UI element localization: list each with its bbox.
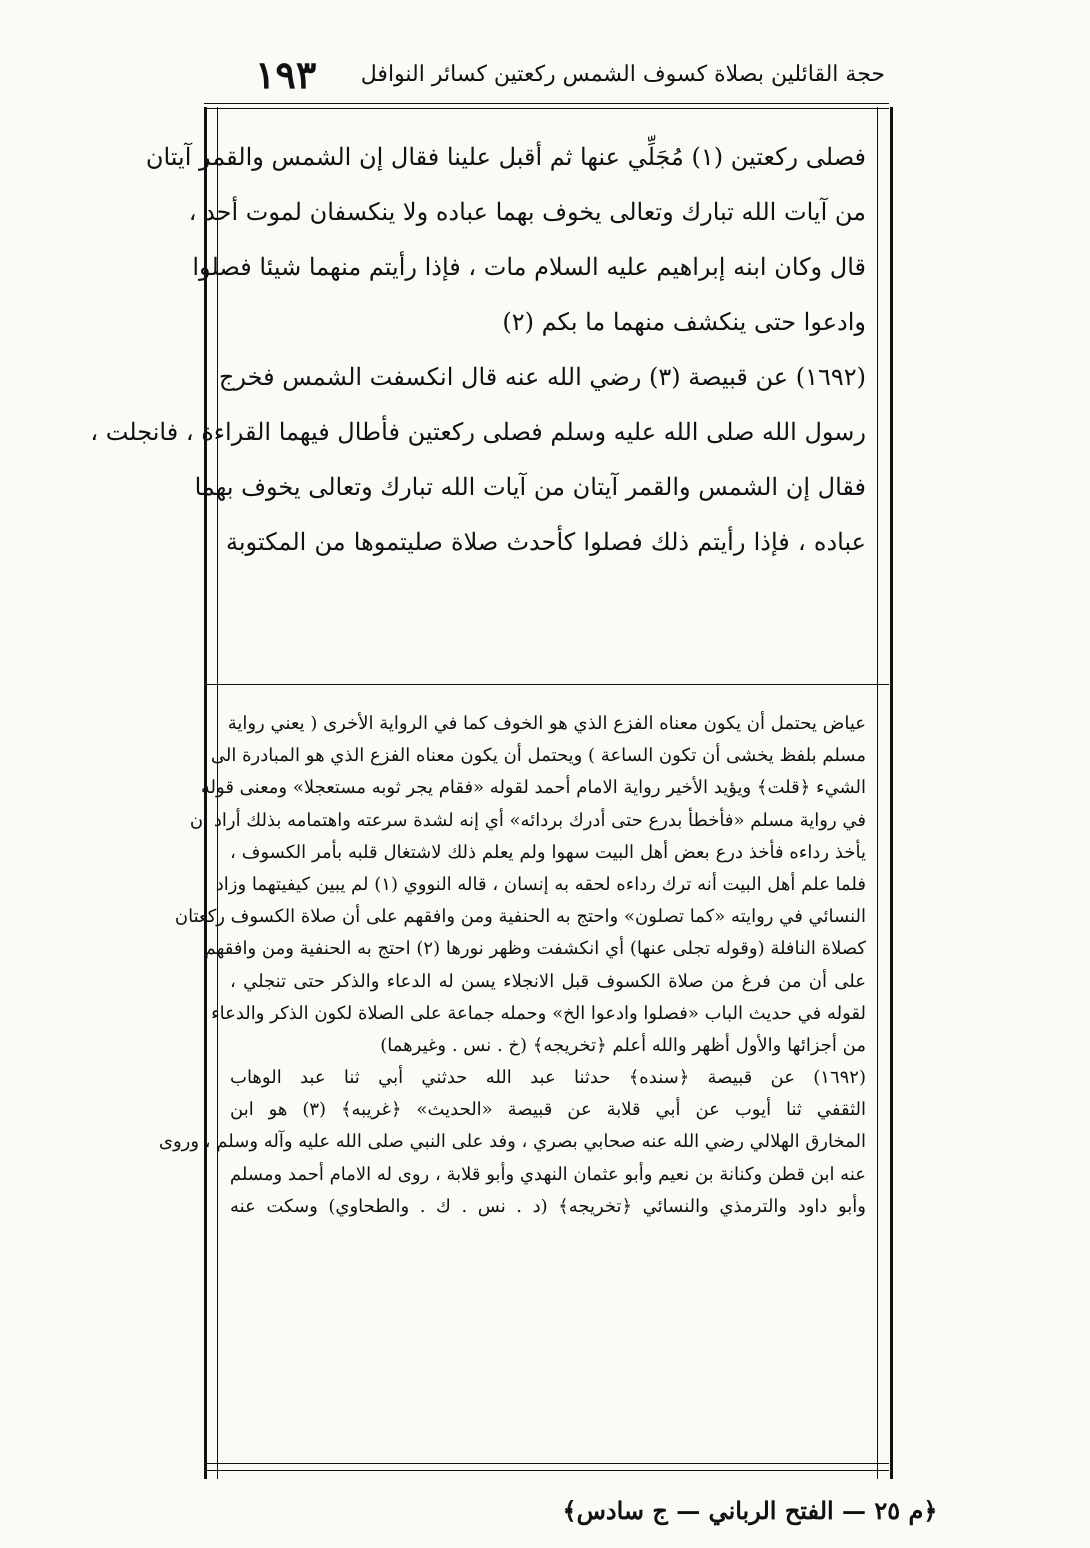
text-line: من آيات الله تبارك وتعالى يخوف بهما عباده ولا ينكسفان لموت أحد ،: [188, 198, 866, 226]
text-line: رسول الله صلى الله عليه وسلم فصلى ركعتين فأطال فيهما القراءة ، فانجلت ،: [90, 418, 866, 446]
signature-line: ﴿م ٢٥ — الفتح الرباني — ج سادس﴾: [562, 1496, 938, 1525]
note-line: عياض يحتمل أن يكون معناه الفزع الذي هو الخوف كما في الرواية الأخرى ( يعني رواية: [227, 713, 866, 734]
note-line: مسلم بلفظ يخشى أن تكون الساعة ) ويحتمل أن يكون معناه الفزع الذي هو المبادرة الى: [210, 745, 866, 767]
footer-rule: [204, 1463, 889, 1464]
footnote-divider: [204, 684, 889, 685]
text-line: عباده ، فإذا رأيتم ذلك فصلوا كأحدث صلاة صليتموها من المكتوبة: [226, 528, 866, 556]
note-line: من أجزائها والأول أظهر والله أعلم ﴿تخريجه﴾ (خ . نس . وغيرهما): [380, 1034, 866, 1056]
note-line: لقوله في حديث الباب «فصلوا وادعوا الخ» وحمله جماعة على الصلاة لكون الذكر والدعاء: [211, 1002, 866, 1024]
note-line: فلما علم أهل البيت أنه ترك رداءه لحقه به إنسان ، قاله النووي (١) لم يبين كيفيتهما وزاد: [215, 873, 866, 895]
note-line: كصلاة النافلة (وقوله تجلى عنها) أي انكشفت وظهر نورها (٢) احتج به الحنفية ومن وافقهم: [204, 938, 866, 960]
running-title: حجة القائلين بصلاة كسوف الشمس ركعتين كسائر النوافل: [360, 62, 885, 87]
note-line: المخارق الهلالي رضي الله عنه صحابي بصري ، وفد على النبي صلى الله عليه وآله وسلم ، وروى: [158, 1131, 866, 1153]
footer-rule-inner: [204, 1470, 889, 1471]
page-number: ١٩٣: [255, 52, 317, 97]
frame-right: [877, 107, 893, 1479]
note-line: وأبو داود والترمذي والنسائي ﴿تخريجه﴾ (د . نس . ك . والطحاوي) وسكت عنه: [230, 1195, 866, 1217]
header-rule-inner: [204, 108, 889, 109]
text-line: وادعوا حتى ينكشف منهما ما بكم (٢): [502, 308, 866, 336]
header-rule: [204, 103, 889, 104]
footnotes: [158, 708, 867, 1223]
note-line: النسائي في روايته «كما تصلون» واحتج به الحنفية ومن وافقهم على أن صلاة الكسوف ركعتان: [174, 906, 866, 928]
note-line: (١٦٩٢) عن قبيصة ﴿سنده﴾ حدثنا عبد الله حدثني أبي ثنا عبد الوهاب: [230, 1067, 866, 1089]
note-line: على أن من فرغ من صلاة الكسوف قبل الانجلاء يسن له الدعاء والذكر حتى تنجلي ،: [230, 970, 867, 992]
note-line: عنه ابن قطن وكنانة بن نعيم وأبو عثمان النهدي وأبو قلابة ، روى له الامام أحمد ومسلم: [229, 1163, 866, 1185]
note-line: الثقفي ثنا أيوب عن أبي قلابة عن قبيصة «الحديث» ﴿غريبه﴾ (٣) هو ابن: [230, 1099, 866, 1121]
text-line: (١٦٩٢) عن قبيصة (٣) رضي الله عنه قال انكسفت الشمس فخرج: [218, 363, 866, 391]
hadith-text: [90, 130, 866, 570]
note-line: يأخذ رداءه فأخذ درع بعض أهل البيت سهوا ولم يعلم ذلك لاشتغال قلبه بأمر الكسوف ،: [230, 841, 866, 863]
text-line: قال وكان ابنه إبراهيم عليه السلام مات ، فإذا رأيتم منهما شيئا فصلوا: [192, 253, 866, 281]
note-line: الشيء ﴿قلت﴾ ويؤيد الأخير رواية الامام أحمد لقوله «فقام يجر ثوبه مستعجلا» ومعنى قوله: [200, 777, 866, 799]
text-line: فقال إن الشمس والقمر آيتان من آيات الله تبارك وتعالى يخوف بهما: [194, 473, 866, 501]
note-line: في رواية مسلم «فأخطأ بدرع حتى أدرك بردائه» أي إنه لشدة سرعته واهتمامه بذلك أراد أن: [189, 809, 866, 831]
text-line: فصلى ركعتين (١) مُجَلِّي عنها ثم أقبل علينا فقال إن الشمس والقمر آيتان: [145, 143, 866, 171]
page-header: [235, 52, 885, 96]
